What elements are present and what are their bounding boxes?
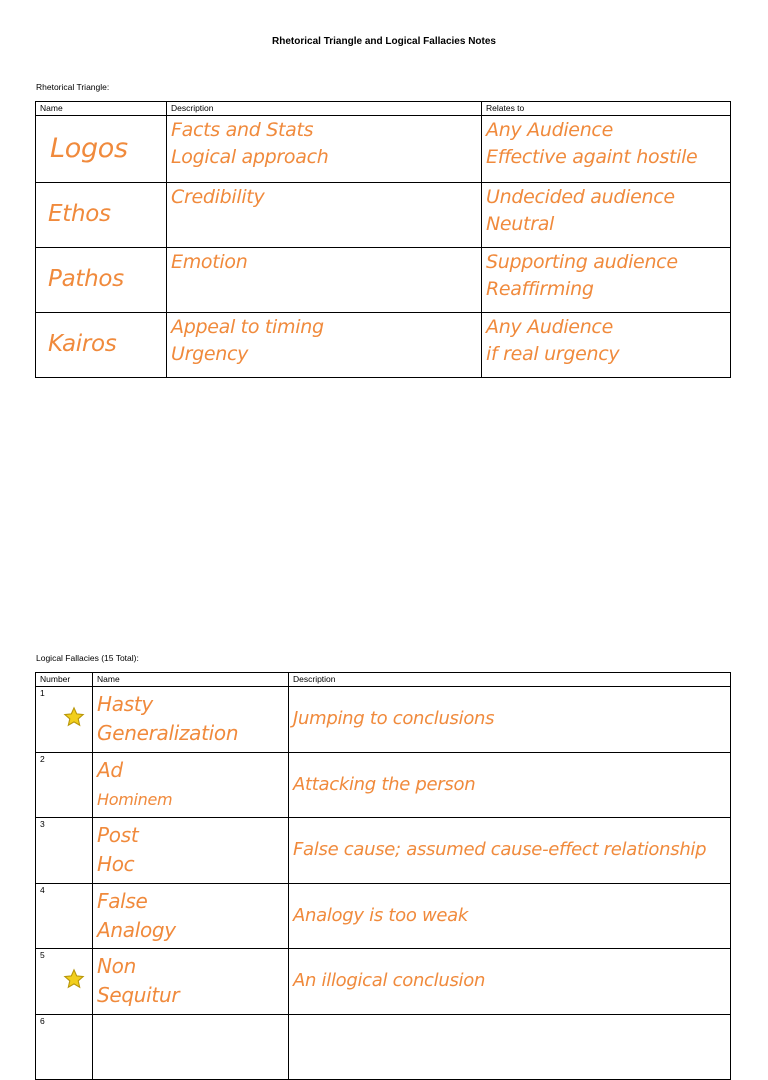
- table-row: [36, 313, 731, 378]
- table-row: [36, 818, 731, 884]
- fallacy-name-line: Post: [97, 823, 139, 847]
- fallacy-description: Analogy is too weak: [289, 883, 731, 949]
- fallacy-name-line: Hasty: [97, 692, 153, 716]
- fallacy-description: False cause; assumed cause-effect relationship: [289, 818, 731, 884]
- table-row: [36, 883, 731, 949]
- appeal-description-line: Urgency: [171, 343, 249, 365]
- column-header-description: Description: [167, 102, 482, 116]
- appeal-name: Kairos: [48, 331, 117, 357]
- fallacy-number: 2: [40, 753, 45, 764]
- column-header-relates-to: Relates to: [482, 102, 731, 116]
- table-row: [36, 116, 731, 183]
- rhetorical-triangle-table: [35, 101, 731, 378]
- logical-fallacies-label: Logical Fallacies (15 Total):: [36, 653, 139, 663]
- appeal-description-line: Facts and Stats: [171, 119, 314, 141]
- column-header-number: Number: [36, 673, 93, 687]
- fallacy-description: Jumping to conclusions: [289, 687, 731, 753]
- fallacy-name-line: False: [97, 888, 148, 913]
- table-header-row: [36, 102, 731, 116]
- appeal-description-line: Logical approach: [171, 146, 329, 168]
- fallacy-number: 6: [40, 1015, 45, 1026]
- fallacy-name-line: Hominem: [97, 789, 173, 809]
- appeal-relates-line: if real urgency: [486, 343, 620, 365]
- fallacy-name-line: Non: [97, 954, 136, 978]
- fallacy-number: 1: [40, 688, 45, 698]
- page-title: Rhetorical Triangle and Logical Fallacies Notes: [272, 36, 496, 47]
- fallacy-number: 4: [40, 884, 45, 895]
- fallacy-description: Attacking the person: [289, 752, 731, 818]
- star-icon: [63, 706, 85, 728]
- table-header-row: [36, 673, 731, 687]
- appeal-name: Pathos: [48, 266, 124, 292]
- column-header-name: Name: [93, 673, 289, 687]
- fallacy-name-line: Analogy: [97, 917, 176, 942]
- appeal-relates-line: Neutral: [486, 213, 555, 235]
- rhetorical-triangle-label: Rhetorical Triangle:: [36, 82, 110, 92]
- table-row: [36, 949, 731, 1015]
- appeal-description-line: Appeal to timing: [171, 316, 324, 338]
- logical-fallacies-table: [35, 672, 731, 1080]
- fallacy-number: 5: [40, 950, 45, 960]
- column-header-name: Name: [36, 102, 167, 116]
- appeal-relates-line: Reaffirming: [486, 278, 594, 300]
- table-row: [36, 687, 731, 753]
- star-icon: [63, 968, 85, 990]
- fallacy-name-line: Sequitur: [97, 983, 180, 1007]
- table-row: [36, 752, 731, 818]
- appeal-name: Ethos: [48, 201, 111, 227]
- fallacy-name-line: Hoc: [97, 852, 135, 876]
- appeal-relates-line: Effective againt hostile: [486, 146, 698, 168]
- table-row: [36, 248, 731, 313]
- appeal-relates-line: Any Audience: [486, 316, 613, 338]
- appeal-relates-line: Any Audience: [486, 119, 613, 141]
- table-row: [36, 183, 731, 248]
- appeal-description-line: Emotion: [171, 251, 248, 273]
- appeal-description-line: Credibility: [171, 186, 265, 208]
- fallacy-name-line: Ad: [97, 757, 123, 782]
- fallacy-description: An illogical conclusion: [289, 949, 731, 1015]
- appeal-relates-line: Supporting audience: [486, 251, 678, 273]
- column-header-description: Description: [289, 673, 731, 687]
- fallacy-number: 3: [40, 819, 45, 829]
- fallacy-name-line: Generalization: [97, 721, 239, 745]
- appeal-relates-line: Undecided audience: [486, 186, 675, 208]
- appeal-name: Logos: [50, 133, 128, 164]
